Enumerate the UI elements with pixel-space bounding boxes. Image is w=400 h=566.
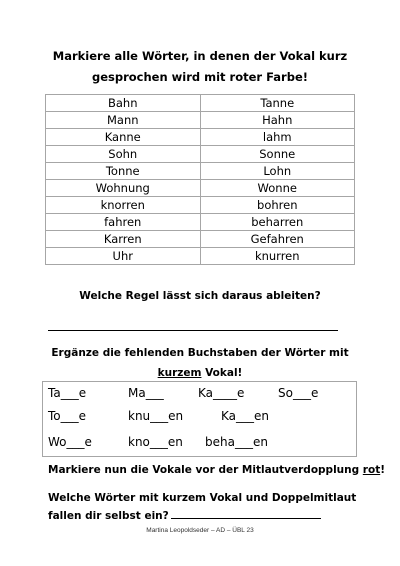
gap-word[interactable]: So___e — [278, 386, 319, 400]
word-cell[interactable]: Lohn — [200, 163, 355, 180]
answer-line[interactable] — [48, 330, 338, 331]
table-row — [46, 95, 355, 112]
gap-word[interactable]: Ka____e — [198, 386, 245, 400]
word-cell[interactable]: Sonne — [200, 146, 355, 163]
title-line-2: gesprochen wird mit roter Farbe! — [91, 70, 308, 84]
gap-word-box — [42, 381, 357, 457]
gap-word[interactable]: Ta___e — [48, 386, 87, 400]
own-words-line-1: Welche Wörter mit kurzem Vokal und Doppelmitlaut — [48, 492, 357, 504]
vowel-task-end: ! — [380, 464, 386, 476]
rule-question: Welche Regel lässt sich daraus ableiten? — [79, 290, 321, 302]
footer-credit: Martina Leopoldseder – AD – ÜBL 23 — [146, 527, 254, 534]
kurzem-underlined: kurzem — [157, 367, 202, 379]
gap-word[interactable]: To___e — [48, 409, 87, 423]
fill-instruction-line-2 — [30, 363, 370, 383]
rot-underlined: rot — [362, 464, 381, 476]
own-words-question: fallen dir selbst ein? — [48, 510, 169, 522]
word-cell[interactable]: Bahn — [46, 95, 201, 112]
worksheet-title — [30, 46, 370, 88]
gap-word[interactable]: Ka___en — [221, 409, 269, 423]
fill-instruction-line-1: Ergänze die fehlenden Buchstaben der Wörter mit — [51, 347, 349, 359]
word-cell[interactable]: Wonne — [200, 180, 355, 197]
word-cell[interactable]: bohren — [200, 197, 355, 214]
word-cell[interactable]: Kanne — [46, 129, 201, 146]
title-line-1: Markiere alle Wörter, in denen der Vokal kurz — [52, 49, 348, 63]
word-cell[interactable]: Sohn — [46, 146, 201, 163]
word-cell[interactable]: Gefahren — [200, 231, 355, 248]
table-row — [46, 180, 355, 197]
word-cell[interactable]: Uhr — [46, 248, 201, 265]
word-cell[interactable]: Hahn — [200, 112, 355, 129]
table-row — [46, 197, 355, 214]
own-words-line-2 — [48, 507, 368, 525]
gap-word[interactable]: knu___en — [128, 409, 184, 423]
word-cell[interactable]: lahm — [200, 129, 355, 146]
table-row — [46, 112, 355, 129]
word-cell[interactable]: Mann — [46, 112, 201, 129]
word-cell[interactable]: knorren — [46, 197, 201, 214]
word-cell[interactable]: Karren — [46, 231, 201, 248]
vowel-task — [48, 464, 385, 476]
table-row — [46, 163, 355, 180]
word-cell[interactable]: Wohnung — [46, 180, 201, 197]
vokal-text: Vokal! — [201, 367, 243, 379]
word-cell[interactable]: fahren — [46, 214, 201, 231]
own-words-answer-line[interactable] — [171, 508, 321, 519]
word-cell[interactable]: Tonne — [46, 163, 201, 180]
table-row — [46, 129, 355, 146]
table-row — [46, 214, 355, 231]
word-table — [45, 94, 355, 265]
gap-word[interactable]: Ma___ — [128, 386, 164, 400]
word-cell[interactable]: beharren — [200, 214, 355, 231]
gap-word[interactable]: beha___en — [205, 435, 268, 449]
gap-word[interactable]: kno___en — [128, 435, 183, 449]
table-row — [46, 146, 355, 163]
gap-word[interactable]: Wo___e — [48, 435, 92, 449]
word-cell[interactable]: Tanne — [200, 95, 355, 112]
own-words-task — [48, 489, 368, 525]
table-row — [46, 231, 355, 248]
vowel-task-text: Markiere nun die Vokale vor der Mitlautverdopplung — [48, 464, 363, 476]
word-cell[interactable]: knurren — [200, 248, 355, 265]
table-row — [46, 248, 355, 265]
fill-instruction — [30, 343, 370, 383]
